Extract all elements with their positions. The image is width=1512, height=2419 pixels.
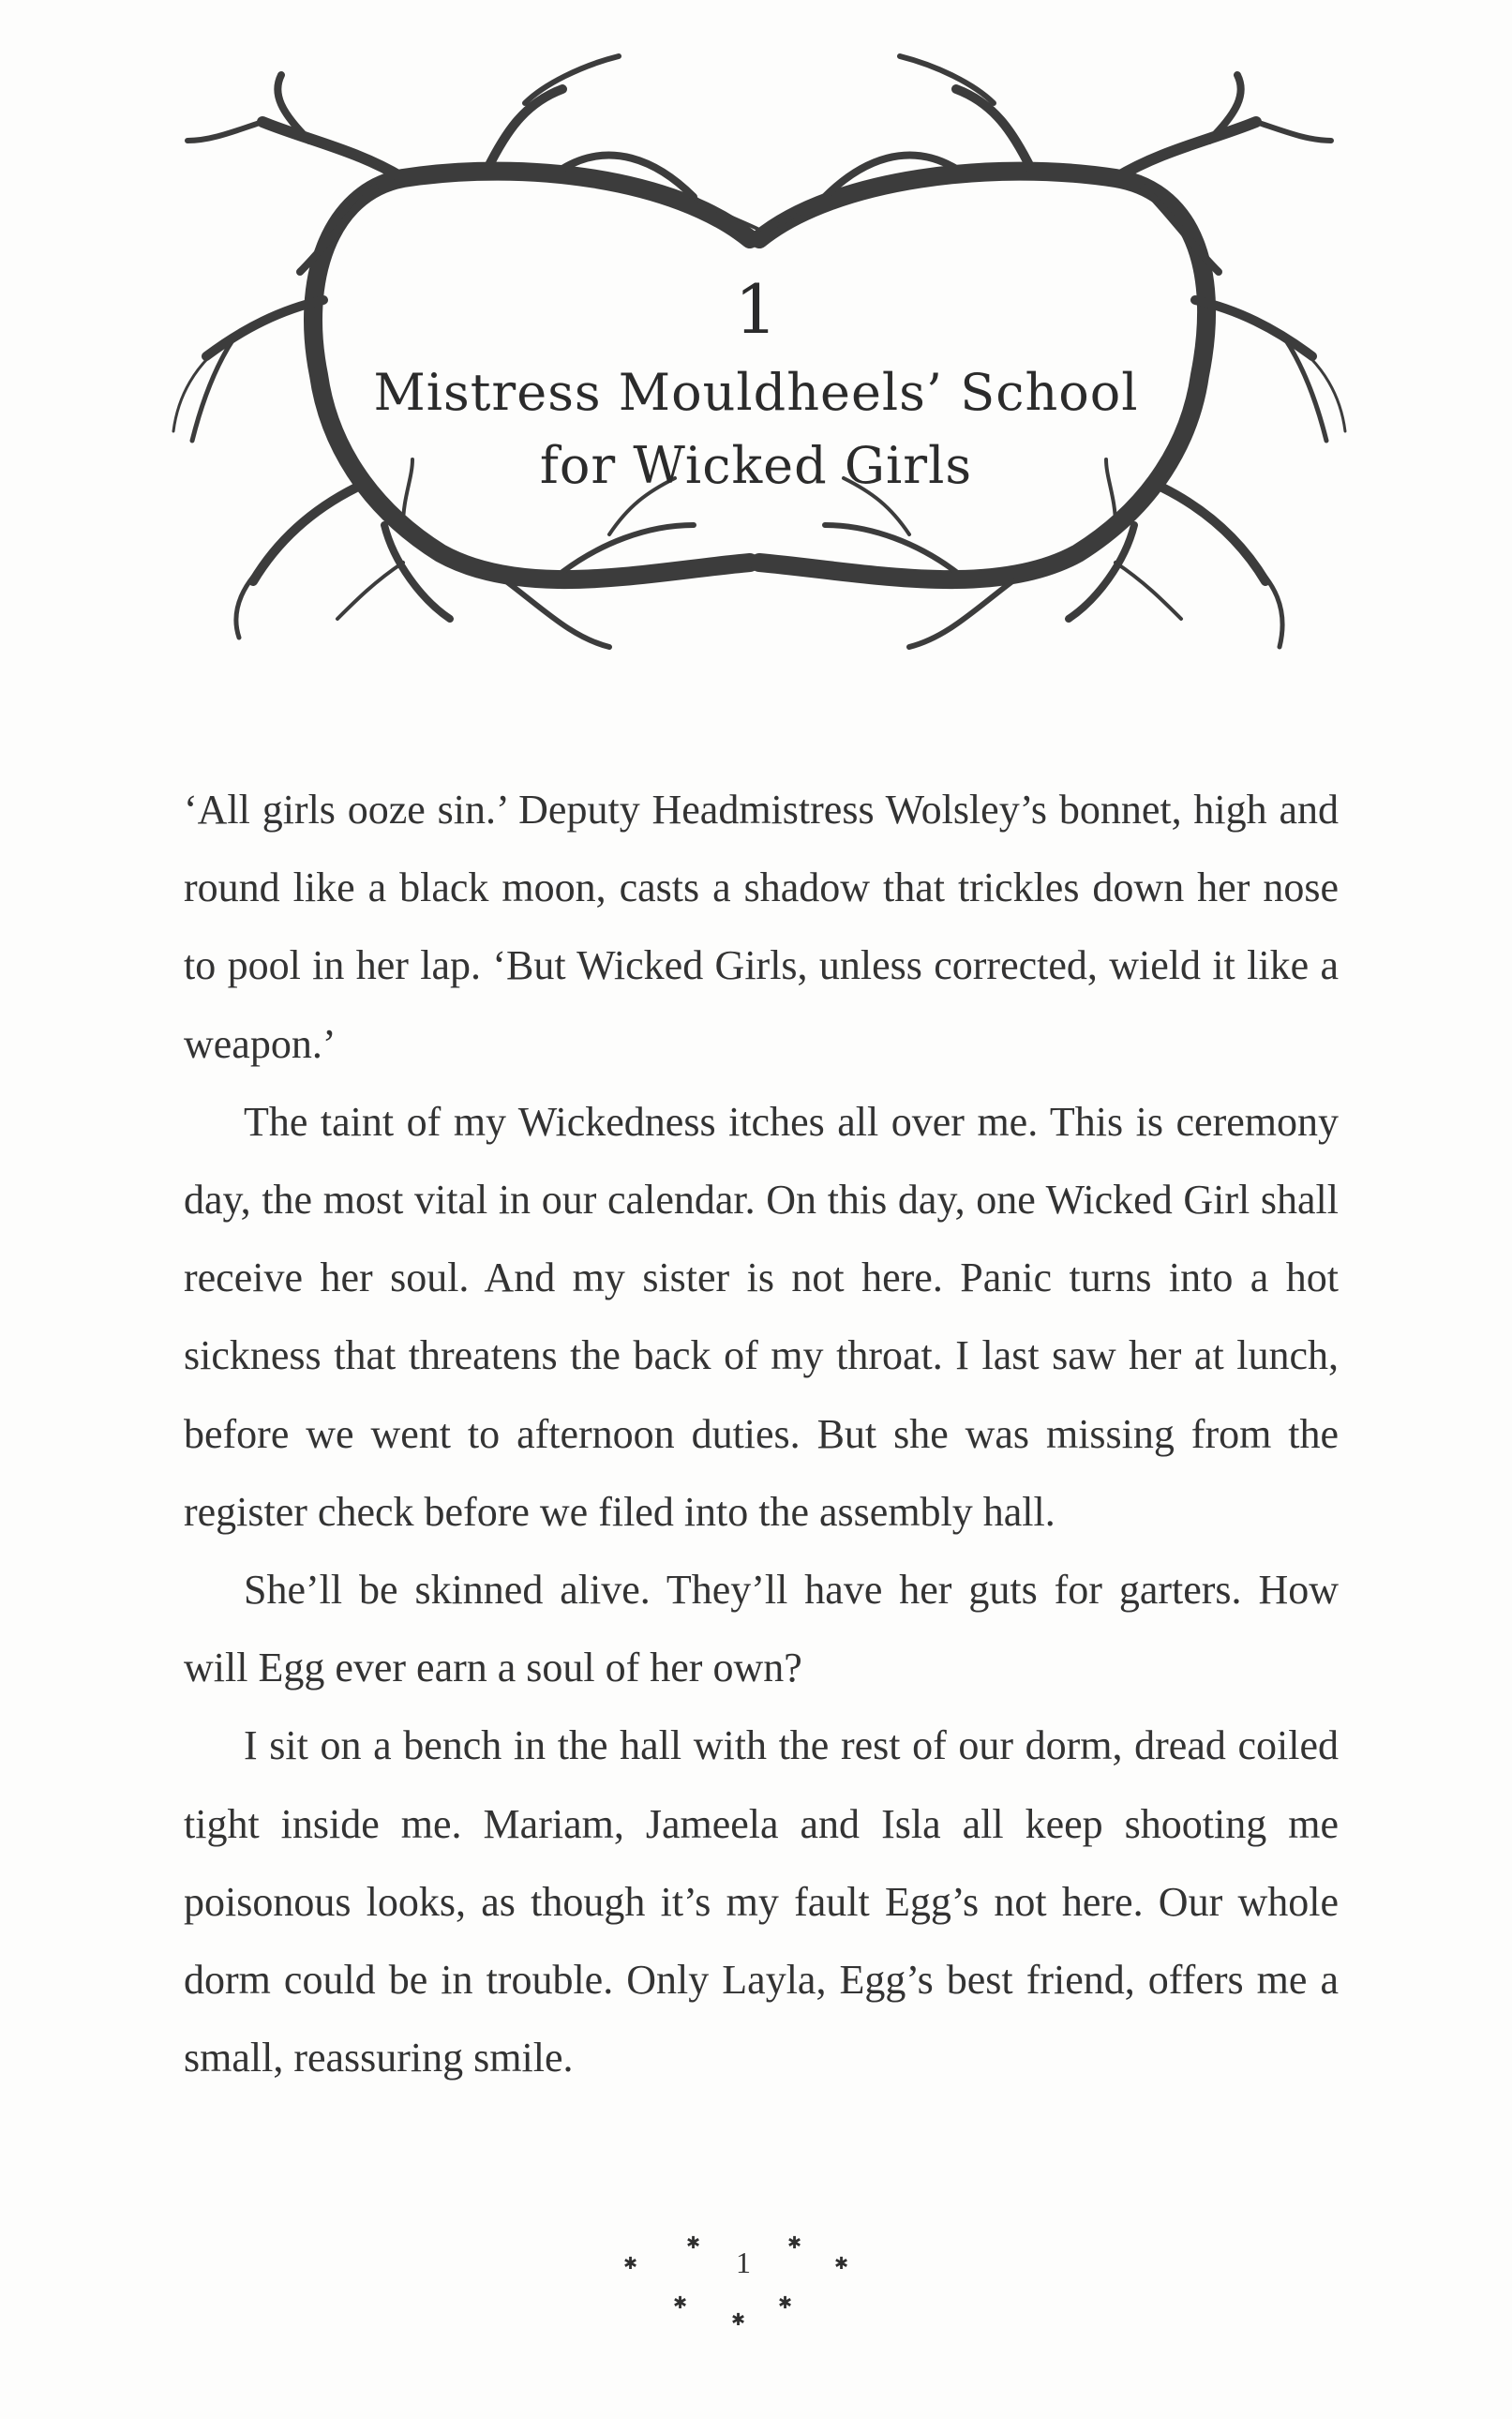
star-ornament-icon: ✱ xyxy=(623,2254,638,2273)
star-ornament-icon: ✱ xyxy=(673,2293,688,2312)
chapter-title-line-2: for Wicked Girls xyxy=(539,436,973,495)
chapter-heading xyxy=(0,272,1512,503)
star-ornament-icon: ✱ xyxy=(731,2310,746,2329)
star-ornament-icon: ✱ xyxy=(834,2254,849,2273)
paragraph-1: ‘All girls ooze sin.’ Deputy Headmistress Wolsley’s bonnet, high and round like a black moon, casts a shadow that trickles down her nose to pool in her lap. ‘But Wicked Girls, unless corrected, wield it like a weapon.’ xyxy=(184,787,1339,1067)
paragraph-2: The taint of my Wickedness itches all over me. This is ceremony day, the most vital in our calendar. On this day, one Wicked Girl shall receive her soul. And my sister is not here. Panic turns into a hot sickness that threatens the back of my throat. I last saw her at lunch, before we went to afternoon duties. But she was missing from the register check before we filed into the assembly hall. xyxy=(184,1098,1339,1535)
page-number: 1 xyxy=(736,2246,751,2279)
paragraph-3: She’ll be skinned alive. They’ll have her guts for garters. How will Egg ever earn a soul of her own? xyxy=(184,1567,1339,1691)
star-ornament-icon: ✱ xyxy=(778,2293,793,2312)
chapter-number: 1 xyxy=(734,270,778,349)
star-ornament-icon: ✱ xyxy=(787,2233,802,2252)
star-ornament-icon: ✱ xyxy=(686,2233,701,2252)
paragraph-4: I sit on a bench in the hall with the rest of our dorm, dread coiled tight inside me. Mariam, Jameela and Isla all keep shooting me poisonous looks, as though it’s my fault Egg’s not here. Our whole dorm could be in trouble. Only Layla, Egg’s best friend, offers me a small, reassuring smile. xyxy=(184,1722,1339,2081)
chapter-body xyxy=(184,771,1339,2096)
chapter-title-line-1: Mistress Mouldheels’ School xyxy=(373,363,1139,422)
page-footer xyxy=(600,2217,900,2330)
